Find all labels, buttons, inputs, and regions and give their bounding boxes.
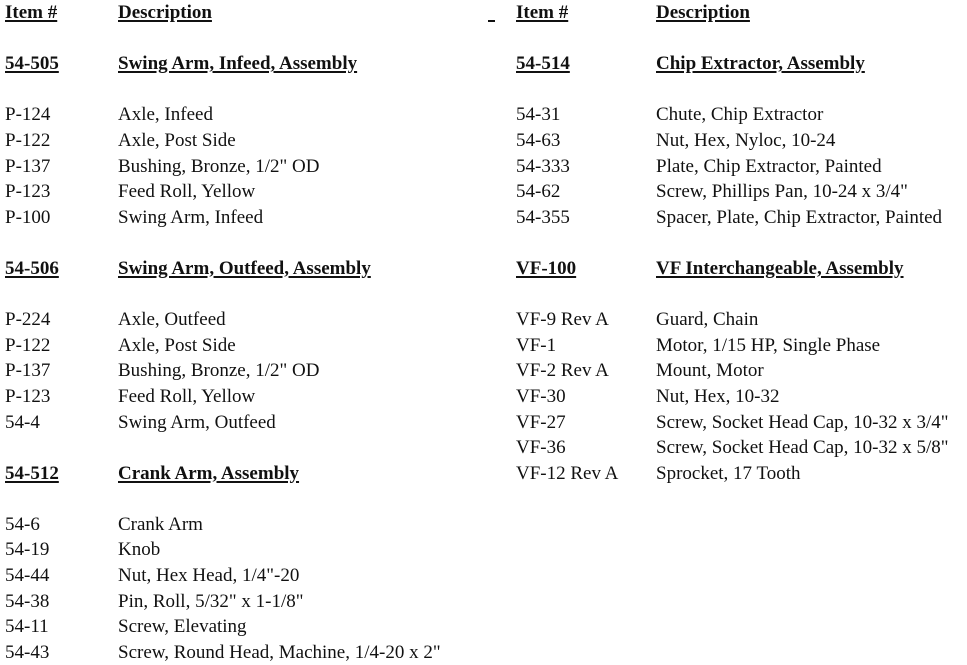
part-description: Axle, Post Side (118, 129, 236, 151)
part-row (5, 102, 485, 128)
part-description: Bushing, Bronze, 1/2" OD (118, 155, 320, 177)
part-row (5, 410, 485, 436)
part-description: Nut, Hex Head, 1/4"-20 (118, 565, 300, 587)
assembly-description: VF Interchangeable, Assembly (656, 257, 904, 279)
assembly-row (516, 256, 967, 282)
part-row (516, 461, 967, 487)
part-description: Screw, Elevating (118, 616, 247, 638)
part-description: Plate, Chip Extractor, Painted (656, 155, 882, 177)
assembly-row (5, 256, 485, 282)
part-row (5, 640, 485, 665)
part-item-number: 54-38 (5, 590, 50, 612)
description-header: Description (118, 2, 212, 23)
part-description: Sprocket, 17 Tooth (656, 462, 801, 484)
assembly-row (5, 461, 485, 487)
part-row (5, 205, 485, 231)
item-number-header: Item # (516, 2, 569, 23)
part-item-number: P-137 (5, 360, 51, 382)
part-item-number: VF-30 (516, 385, 566, 407)
part-description: Bushing, Bronze, 1/2" OD (118, 360, 320, 382)
assembly-description: Swing Arm, Infeed, Assembly (118, 53, 358, 75)
part-item-number: P-100 (5, 206, 51, 228)
part-row (5, 384, 485, 410)
part-item-number: P-124 (5, 104, 51, 126)
assembly-row (5, 51, 485, 77)
column-header-row (516, 0, 967, 26)
part-description: Pin, Roll, 5/32" x 1-1/8" (118, 590, 304, 612)
part-item-number: 54-31 (516, 104, 561, 126)
part-description: Guard, Chain (656, 309, 759, 331)
part-description: Swing Arm, Infeed (118, 206, 264, 228)
assembly-item-number: 54-506 (5, 257, 59, 279)
part-description: Swing Arm, Outfeed (118, 411, 276, 433)
part-row (5, 333, 485, 359)
part-description: Screw, Socket Head Cap, 10-32 x 3/4" (656, 411, 949, 433)
part-item-number: 54-333 (516, 155, 570, 177)
part-description: Motor, 1/15 HP, Single Phase (656, 334, 881, 356)
part-row (5, 589, 485, 615)
stray-underline-mark (488, 20, 495, 22)
assembly-description: Chip Extractor, Assembly (656, 53, 865, 75)
part-item-number: VF-2 Rev A (516, 360, 609, 382)
part-item-number: 54-6 (5, 513, 40, 535)
part-row (516, 154, 967, 180)
part-row (516, 307, 967, 333)
part-item-number: 54-43 (5, 641, 50, 663)
part-description: Mount, Motor (656, 360, 764, 382)
part-description: Axle, Outfeed (118, 309, 226, 331)
assembly-description: Swing Arm, Outfeed, Assembly (118, 257, 371, 279)
part-description: Nut, Hex, 10-32 (656, 385, 780, 407)
part-description: Crank Arm (118, 513, 203, 535)
part-item-number: 54-4 (5, 411, 40, 433)
part-row (516, 384, 967, 410)
assembly-item-number: VF-100 (516, 257, 577, 279)
part-item-number: VF-27 (516, 411, 566, 433)
part-row (5, 614, 485, 640)
part-row (516, 179, 967, 205)
part-item-number: 54-44 (5, 565, 50, 587)
part-item-number: P-224 (5, 309, 51, 331)
part-description: Feed Roll, Yellow (118, 181, 256, 203)
item-number-header: Item # (5, 2, 58, 23)
part-row (5, 512, 485, 538)
assembly-item-number: 54-514 (516, 53, 570, 75)
part-description: Chute, Chip Extractor (656, 104, 824, 126)
part-description: Screw, Round Head, Machine, 1/4-20 x 2" (118, 641, 441, 663)
description-header: Description (656, 2, 750, 23)
part-item-number: 54-11 (5, 616, 49, 638)
part-description: Screw, Socket Head Cap, 10-32 x 5/8" (656, 437, 949, 459)
parts-list-left-column (5, 0, 485, 665)
part-row (5, 128, 485, 154)
part-item-number: P-123 (5, 181, 51, 203)
part-row (5, 154, 485, 180)
part-item-number: 54-355 (516, 206, 570, 228)
part-item-number: VF-12 Rev A (516, 462, 619, 484)
part-description: Screw, Phillips Pan, 10-24 x 3/4" (656, 181, 908, 203)
part-item-number: P-123 (5, 385, 51, 407)
part-row (5, 307, 485, 333)
part-item-number: VF-36 (516, 437, 566, 459)
part-row (516, 128, 967, 154)
part-item-number: VF-9 Rev A (516, 309, 609, 331)
part-description: Feed Roll, Yellow (118, 385, 256, 407)
column-header-row (5, 0, 485, 26)
part-description: Axle, Infeed (118, 104, 213, 126)
assembly-row (516, 51, 967, 77)
part-row (516, 102, 967, 128)
part-row (5, 537, 485, 563)
part-row (516, 333, 967, 359)
part-description: Nut, Hex, Nyloc, 10-24 (656, 129, 836, 151)
part-description: Knob (118, 539, 161, 561)
parts-list-right-column (516, 0, 967, 486)
part-row (516, 358, 967, 384)
part-row (516, 410, 967, 436)
part-item-number: VF-1 (516, 334, 557, 356)
part-item-number: P-122 (5, 129, 51, 151)
part-row (5, 179, 485, 205)
part-row (516, 205, 967, 231)
part-row (5, 563, 485, 589)
part-item-number: 54-62 (516, 181, 561, 203)
assembly-description: Crank Arm, Assembly (118, 462, 300, 484)
part-description: Axle, Post Side (118, 334, 236, 356)
part-row (5, 358, 485, 384)
part-item-number: 54-19 (5, 539, 50, 561)
part-item-number: 54-63 (516, 129, 561, 151)
part-item-number: P-137 (5, 155, 51, 177)
assembly-item-number: 54-512 (5, 462, 59, 484)
assembly-item-number: 54-505 (5, 53, 59, 75)
part-row (516, 435, 967, 461)
part-description: Spacer, Plate, Chip Extractor, Painted (656, 206, 943, 228)
part-item-number: P-122 (5, 334, 51, 356)
